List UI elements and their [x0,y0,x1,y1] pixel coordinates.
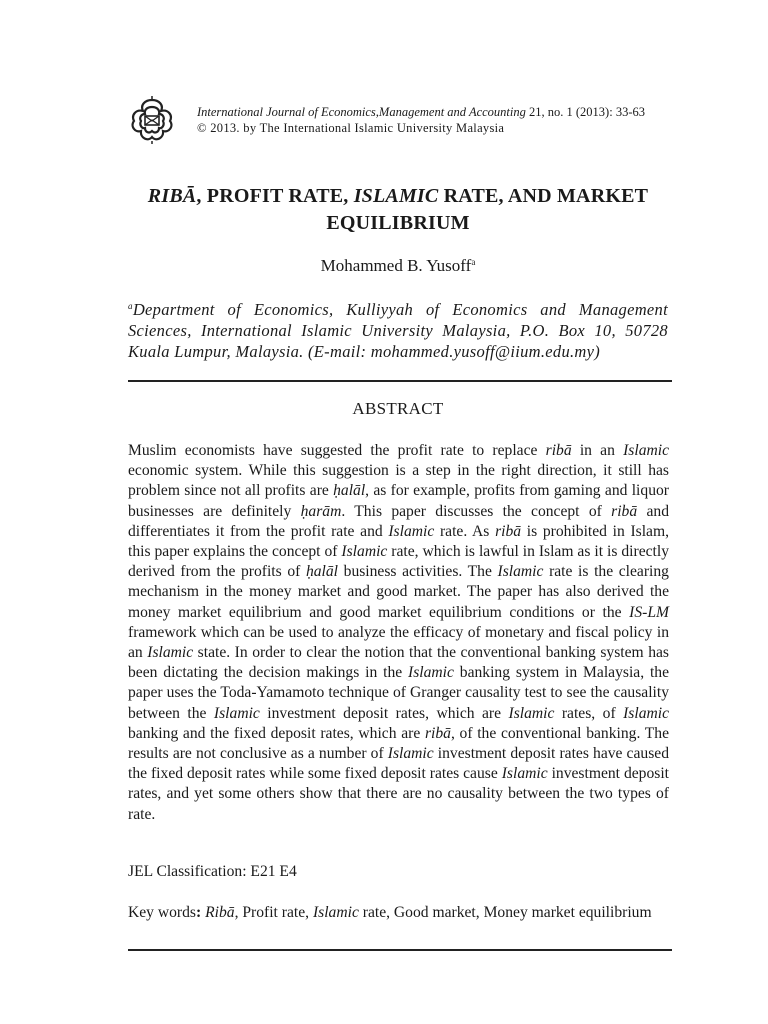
journal-name: International Journal of Economics,Management and Accounting [197,105,526,119]
author-name: Mohammed B. Yusoff [320,256,472,275]
abstract-run: rate, which is lawful in Islam as it is directly derived from the profits of [128,543,669,581]
journal-issue: 21, no. 1 (2013): 33-63 [525,105,645,119]
abstract-term: ḥarām [300,502,342,520]
keyword-term: Ribā [205,904,235,921]
abstract-term: Islamic [341,543,388,561]
abstract-term: Islamic [213,704,260,722]
abstract-run: framework which can be used to analyze the efficacy of monetary and fiscal policy in an [128,623,669,662]
keyword-term: Islamic [312,904,359,921]
title-part-2: , PROFIT RATE, [196,185,354,207]
keywords-colon: : [196,904,202,921]
author-mark: a [471,257,476,267]
title-part-4: RATE, AND MARKET EQUILIBRIUM [326,185,649,234]
abstract-run: state. In order to clear the notion that the conventional banking system has been dictating the decision makings in the [128,644,669,682]
abstract-term: Islamic [408,664,454,682]
abstract-run: banking system in Malaysia, the paper uses the Toda-Yamamoto technique of Granger causality test to see the causality between the [128,664,670,722]
abstract-term: Islamic [623,442,669,459]
abstract-run: in an [571,442,624,459]
abstract-run: investment deposit rates have caused the fixed deposit rates while some fixed deposit rates cause [128,745,669,783]
jel-classification: JEL Classification: E21 E4 [128,863,297,880]
iium-crest-icon [128,96,176,144]
title-part-1: RIBĀ [147,185,197,207]
abstract-term: ribā [545,442,572,459]
abstract-run: rates, of [554,704,624,722]
abstract-run: investment deposit rates, and yet some others show that there are no causality between the two types of rate. [128,765,669,823]
abstract-heading: ABSTRACT [352,399,444,418]
abstract-run: rate is the clearing mechanism in the money market and good market. The paper has also derived the money market equilibrium and good market equilibrium conditions or the [128,563,669,621]
keyword-run: rate, Good market, Money market equilibrium [358,904,652,921]
abstract-run: . This paper discusses the concept of [341,502,612,520]
abstract-term: Islamic [387,745,434,763]
abstract-term: Islamic [501,765,548,783]
keywords [128,903,669,923]
affiliation-mark: a [128,301,133,311]
abstract-term: Islamic [388,522,435,540]
bottom-divider [128,949,672,951]
abstract-term: Islamic [497,563,544,581]
keyword-run: , Profit rate, [234,904,313,921]
abstract-term: IS-LM [629,603,669,621]
paper-title [128,183,668,237]
abstract-run: rate. As [434,522,496,540]
affiliation [128,296,668,362]
abstract-term: ribā [495,522,522,540]
journal-header [197,104,645,136]
abstract-run: and differentiates it from the profit rate and [128,502,669,540]
abstract-run: banking and the fixed deposit rates, which are [128,724,425,742]
keywords-label: Key words [128,904,196,921]
abstract-run: is prohibited in Islam, this paper explains the concept of [128,522,670,561]
abstract-term: ribā [424,724,451,742]
abstract-run: business activities. The [338,563,498,581]
abstract-run: Muslim economists have suggested the profit rate to replace [128,442,546,459]
abstract-term: Islamic [623,704,669,722]
abstract-run: , as for example, profits from gaming and liquor businesses are definitely [128,482,669,520]
abstract-run: economic system. While this suggestion is a step in the right direction, it still has problem since not all profits are [128,462,669,500]
abstract-run: , of the conventional banking. The results are not conclusive as a number of [128,724,669,763]
abstract-term: Islamic [508,704,555,722]
abstract-term: ḥalāl [305,563,339,581]
abstract-term: ḥalāl [333,482,366,500]
abstract-body [128,441,669,825]
abstract-term: Islamic [147,644,194,662]
copyright-line: © 2013. by The International Islamic University Malaysia [197,121,505,135]
affiliation-text: Department of Economics, Kulliyyah of Economics and Management Sciences, International Islamic University Malaysia, P.O. Box 10, 50728 Kuala Lumpur, Malaysia. (E-mail: mohammed.yusoff@iium.edu.my) [128,300,668,361]
author-line [128,256,668,276]
abstract-term: ribā [611,502,638,520]
title-part-3: ISLAMIC [353,185,439,207]
journal-citation [197,104,645,120]
abstract-run: investment deposit rates, which are [259,704,509,722]
top-divider [128,380,672,382]
